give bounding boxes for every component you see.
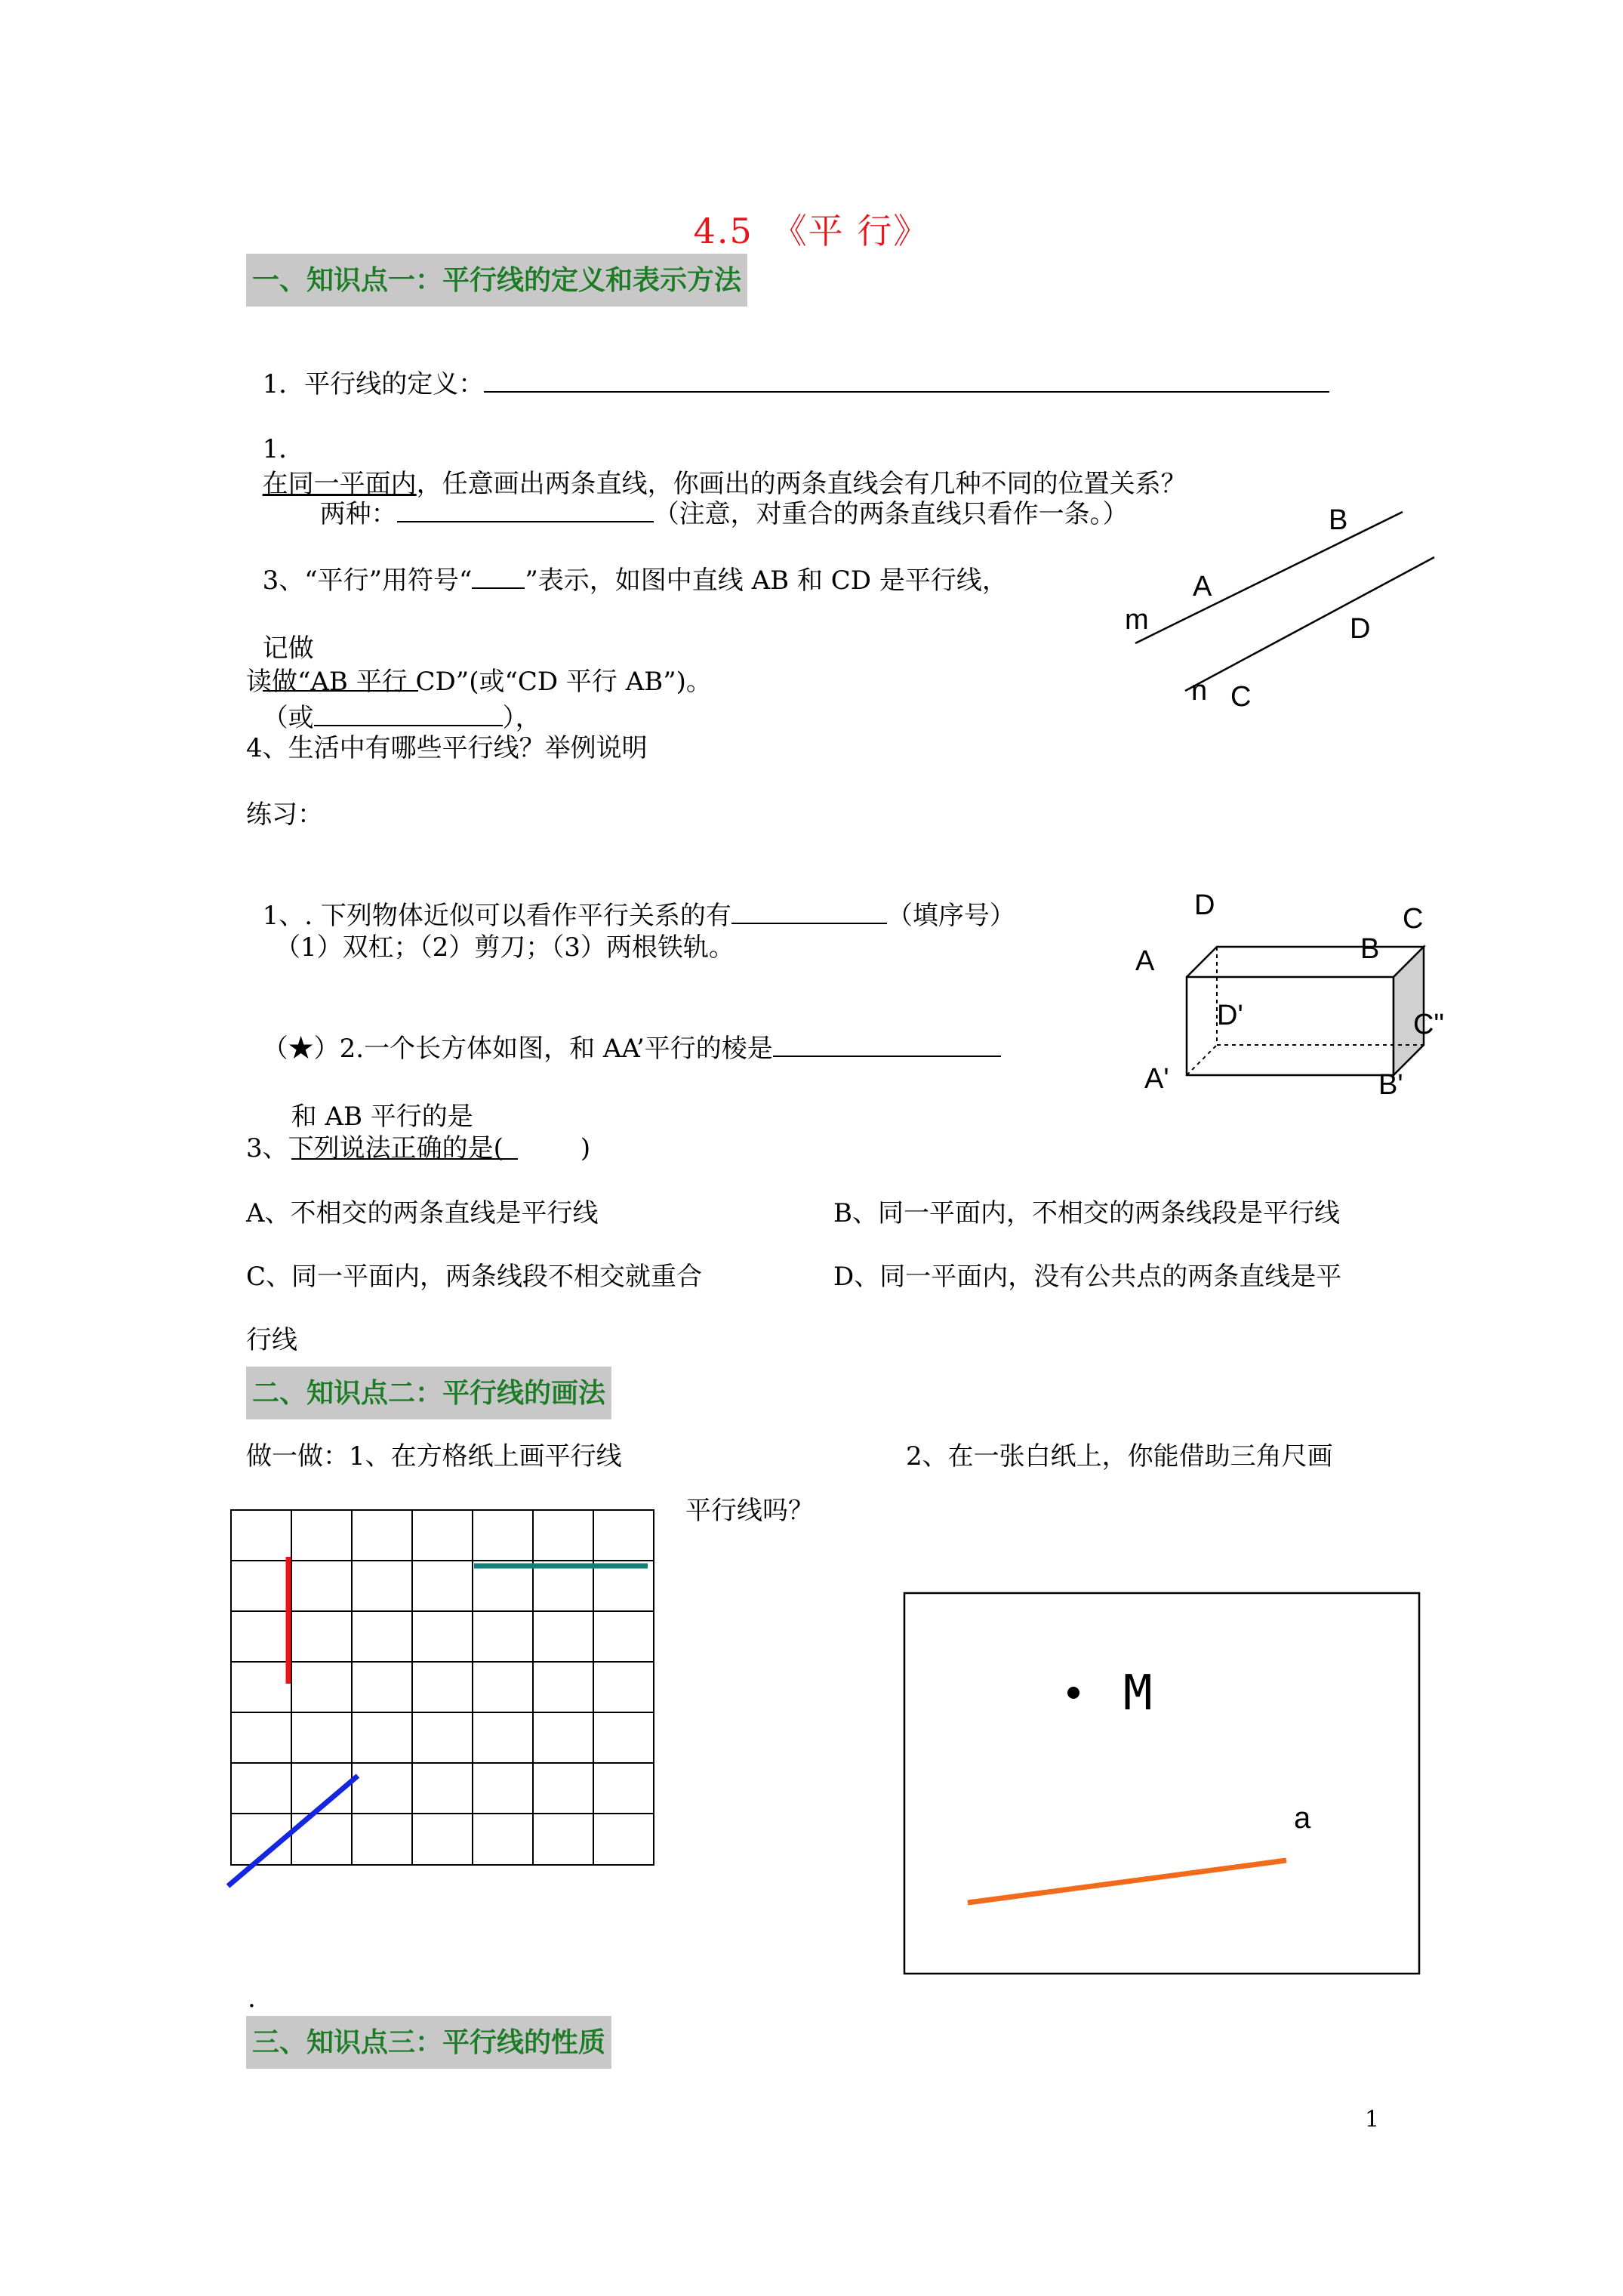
practice-1-suffix: （填序号） [886,901,1015,931]
page-title: 4.5 《平 行》 [693,211,930,251]
option-d: D、同一平面内，没有公共点的两条直线是平 [833,1262,1342,1292]
practice-1 [246,864,1015,933]
practice-2-text: （★）2.一个长方体如图，和 AA’平行的棱是 [262,1034,773,1064]
label-m: m [1125,604,1149,636]
activity-right-cont: 平行线吗？ [685,1496,814,1526]
two-kinds-prefix: 两种： [319,499,397,529]
cuboid-label-a-prime: A' [1144,1063,1169,1095]
cuboid-label-c-dprime: C" [1413,1009,1444,1040]
section-header-2: 二、知识点二：平行线的画法 [246,1367,611,1419]
line-n [1185,557,1434,691]
blue-segment [228,1776,358,1886]
dot-mark: . [248,1983,256,2014]
cuboid-label-c: C [1403,903,1424,935]
cuboid-top-edges [1187,947,1424,977]
point-m-label: M [1123,1666,1153,1721]
point-m-dot [1067,1687,1079,1699]
parallel-lines-figure [1102,498,1495,725]
practice-3: 3、下列说法正确的是( ) [246,1133,591,1163]
question-symbol [246,529,1008,598]
record-as-end: ）， [502,703,541,733]
cuboid-label-a: A [1135,945,1155,977]
cuboid-label-b: B [1360,933,1380,965]
cuboid-label-d-prime: D' [1217,1000,1243,1031]
option-d-cont: 行线 [246,1325,297,1355]
cuboid-figure [1178,936,1434,1087]
practice-label: 练习： [246,800,323,830]
option-a: A、不相交的两条直线是平行线 [246,1198,599,1228]
practice-1-text: 1、. 下列物体近似可以看作平行关系的有 [262,901,731,931]
line-a-label: a [1294,1801,1311,1835]
record-as-prefix: 记做 [262,633,314,664]
answer-blank[interactable] [484,368,1329,393]
answer-blank[interactable] [314,702,503,726]
question-life: 4、生活中有哪些平行线？举例说明 [246,733,648,763]
practice-2 [246,997,1001,1066]
answer-blank[interactable] [472,565,525,589]
cuboid-label-b-prime: B' [1378,1069,1403,1101]
question-symbol-before: 3、“平行”用符号“ [262,566,473,596]
answer-blank[interactable] [397,498,654,522]
white-paper-figure [903,1592,1428,1980]
practice-1-options: （1）双杠；（2）剪刀；（3）两根铁轨。 [275,932,735,963]
question-definition-text: 1．平行线的定义： [262,369,485,399]
cuboid-label-d: D [1194,889,1215,921]
underlined-phrase: 在同一平面内 [262,469,417,499]
label-a: A [1193,571,1212,603]
section-header-3: 三、知识点三：平行线的性质 [246,2016,611,2069]
read-as-line: 读做“AB 平行 CD”(或“CD 平行 AB”)。 [246,667,712,697]
question-symbol-after: ”表示，如图中直线 AB 和 CD 是平行线， [525,566,1008,596]
answer-blank[interactable] [731,900,887,924]
question-number: 1． [262,434,305,464]
record-as-mid: （或 [262,703,314,733]
two-kinds-note: （注意，对重合的两条直线只看作一条。） [653,499,1129,529]
two-kinds-line [303,462,1129,532]
option-b: B、同一平面内，不相交的两条线段是平行线 [833,1198,1340,1228]
label-c: C [1230,681,1252,713]
activity-right: 2、在一张白纸上，你能借助三角尺画 [906,1441,1333,1472]
page-number: 1 [1365,2106,1380,2133]
question-definition [246,332,1329,402]
label-n: n [1191,675,1208,707]
grid-paper-figure [223,1502,661,1895]
cuboid-hidden-edge [1187,1045,1217,1075]
section-header-1: 一、知识点一：平行线的定义和表示方法 [246,254,747,307]
paper-border [904,1593,1419,1974]
option-c: C、同一平面内，两条线段不相交就重合 [246,1262,703,1292]
question-text: ，任意画出两条直线，你画出的两条直线会有几种不同的位置关系？ [416,469,1187,499]
label-b: B [1329,504,1348,536]
answer-blank[interactable] [773,1033,1001,1057]
activity-left: 做一做：1、在方格纸上画平行线 [246,1441,622,1472]
practice-2-line2-text: 和 AB 平行的是 [291,1102,473,1132]
label-d: D [1350,613,1371,645]
line-a [968,1860,1286,1903]
